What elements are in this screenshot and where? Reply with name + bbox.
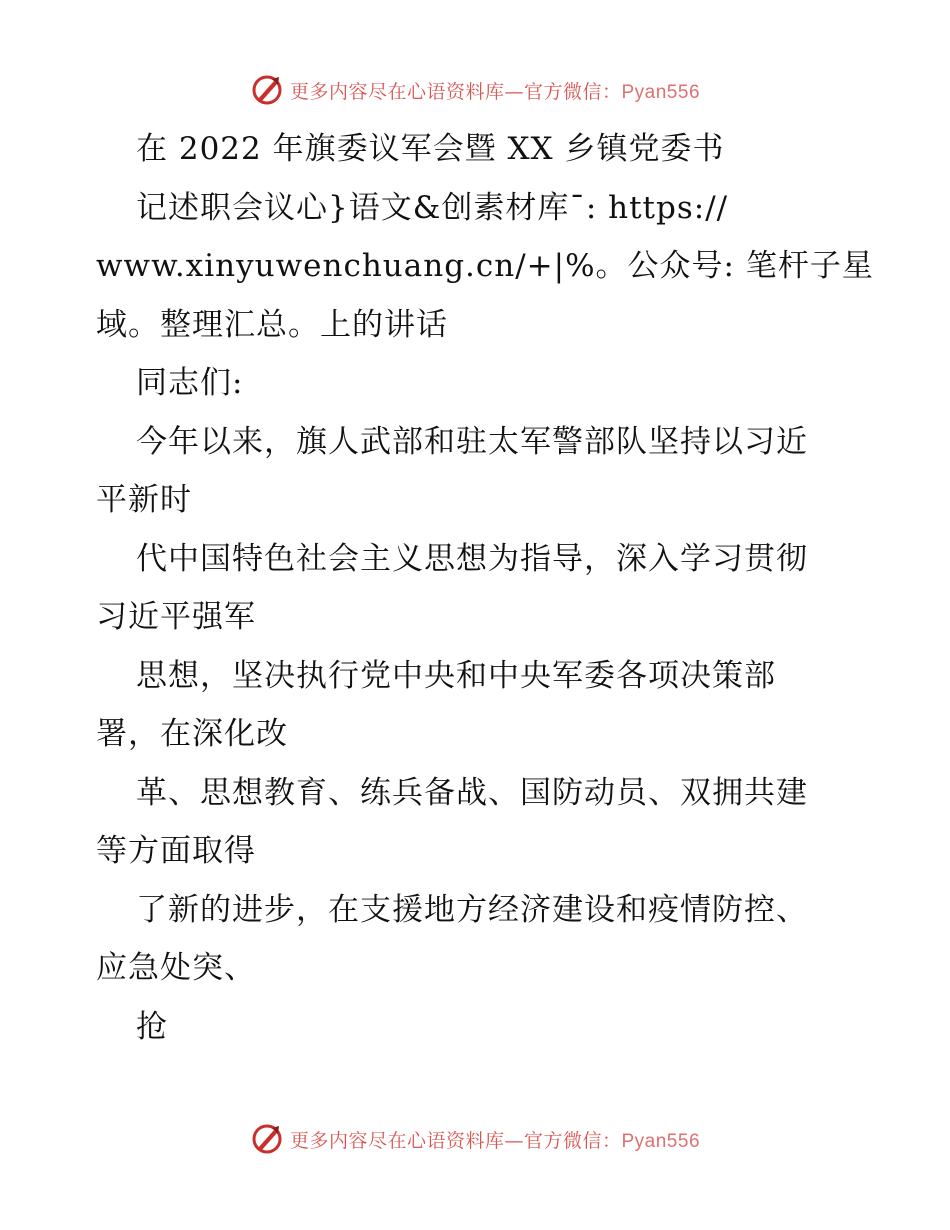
footer-banner: [0, 1121, 950, 1157]
header-banner: [0, 72, 950, 108]
text-line: 习近平强军: [96, 599, 256, 635]
text-line: 革、思想教育、练兵备战、国防动员、双拥共建: [136, 774, 808, 811]
text-line: 思想，坚决执行党中央和中央军委各项决策部: [136, 657, 776, 694]
text-line: 署，在深化改: [96, 716, 288, 752]
text-line: 记述职会议心}语文&创素材库¯: https://: [136, 189, 729, 226]
text-line: 在 2022 年旗委议军会暨 XX 乡镇党委书: [136, 131, 725, 167]
text-line: 今年以来，旗人武部和驻太军警部队坚持以习近: [136, 423, 808, 460]
banner-text: 更多内容尽在心语资料库—官方微信：Pyan556: [289, 80, 701, 103]
text-line: www.xinyuwenchuang.cn/+|%。公众号: 笔杆子星: [96, 248, 874, 284]
speech-body: [96, 120, 874, 1056]
text-line: 应急处突、: [96, 950, 256, 986]
text-line: 域。整理汇总。上的讲话: [96, 306, 448, 343]
text-line: 平新时: [96, 482, 192, 518]
text-line: 抢: [136, 1008, 168, 1045]
banner-wechat-id: Pyan556: [621, 81, 701, 103]
text-line: 代中国特色社会主义思想为指导，深入学习贯彻: [136, 540, 808, 577]
quill-pen-logo-icon: [250, 1122, 284, 1156]
salutation-line: 同志们:: [136, 365, 244, 401]
banner-wechat-id: Pyan556: [621, 1130, 701, 1152]
banner-text: 更多内容尽在心语资料库—官方微信：Pyan556: [289, 1129, 701, 1152]
text-line: 等方面取得: [96, 833, 256, 869]
quill-pen-logo-icon: [250, 73, 284, 107]
text-line: 了新的进步，在支援地方经济建设和疫情防控、: [136, 891, 808, 928]
